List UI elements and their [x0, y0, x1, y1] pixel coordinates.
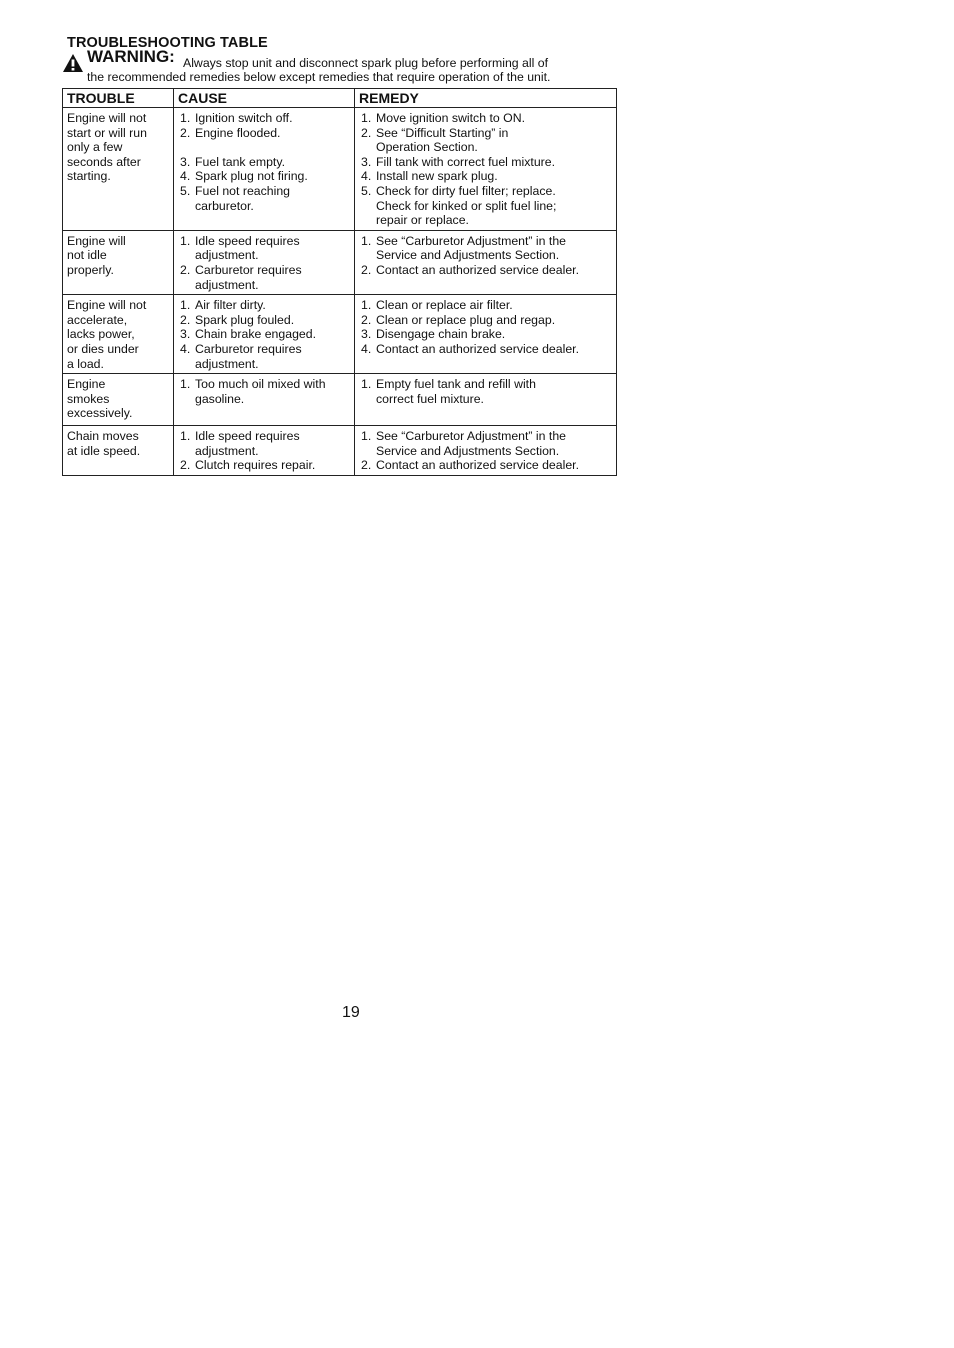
- troubleshooting-table: [62, 88, 617, 476]
- cause-item: [180, 342, 350, 371]
- item-line: Spark plug fouled.: [195, 312, 295, 327]
- trouble-line: starting.: [67, 169, 111, 184]
- item-number: 2.: [180, 312, 191, 327]
- trouble-line: a load.: [67, 356, 104, 371]
- item-line: adjustment.: [195, 356, 259, 371]
- item-line: Chain brake engaged.: [195, 327, 317, 342]
- remedy-cell: [355, 108, 617, 231]
- remedy-item: [361, 313, 612, 328]
- item-text: [195, 184, 350, 213]
- remedy-item: [361, 327, 612, 342]
- remedy-item: [361, 155, 612, 170]
- item-line: Service and Adjustments Section.: [376, 248, 560, 263]
- trouble-cell: [63, 374, 174, 426]
- remedy-cell: [355, 374, 617, 426]
- item-number: 1.: [180, 298, 191, 313]
- item-number: 3.: [361, 154, 372, 169]
- trouble-line: Chain moves: [67, 429, 139, 444]
- item-text: [376, 155, 612, 170]
- remedy-item: [361, 298, 612, 313]
- item-line: Move ignition switch to ON.: [376, 111, 525, 125]
- item-line: Check for kinked or split fuel line;: [376, 198, 557, 213]
- item-line: correct fuel mixture.: [376, 391, 484, 406]
- item-line: Carburetor requires: [195, 341, 302, 356]
- item-number: 4.: [361, 169, 372, 184]
- trouble-line: Engine will: [67, 233, 126, 248]
- remedy-item: [361, 184, 612, 228]
- remedy-item: [361, 377, 612, 406]
- item-text: [376, 234, 612, 263]
- item-number: 4.: [180, 341, 191, 356]
- item-text: [195, 429, 350, 458]
- item-line: Fuel tank empty.: [195, 154, 285, 169]
- item-line: adjustment.: [195, 248, 259, 263]
- warning-triangle-icon: [62, 53, 84, 73]
- cause-item: [180, 377, 350, 406]
- header-remedy: REMEDY: [355, 89, 617, 108]
- item-number: 1.: [180, 111, 191, 125]
- item-number: 2.: [180, 125, 191, 140]
- remedy-cell: [355, 426, 617, 476]
- item-text: [376, 126, 612, 155]
- item-text: [376, 377, 612, 406]
- warning-label: WARNING:: [87, 47, 175, 66]
- cause-cell: [174, 295, 355, 374]
- trouble-line: Engine: [67, 377, 106, 392]
- item-text: [195, 342, 350, 371]
- item-text: [376, 111, 612, 126]
- trouble-line: Engine will not: [67, 298, 147, 313]
- item-text: [376, 342, 612, 357]
- item-number: 1.: [361, 377, 372, 392]
- cause-cell: [174, 230, 355, 294]
- item-line: Air filter dirty.: [195, 298, 266, 313]
- trouble-line: accelerate,: [67, 312, 128, 327]
- trouble-line: lacks power,: [67, 327, 135, 342]
- item-line: Fill tank with correct fuel mixture.: [376, 154, 556, 169]
- item-line: Spark plug not firing.: [195, 169, 308, 184]
- item-line: Clean or replace plug and regap.: [376, 312, 556, 327]
- cause-cell: [174, 426, 355, 476]
- item-number: 1.: [361, 298, 372, 313]
- remedy-item: [361, 169, 612, 184]
- item-text: [195, 155, 350, 170]
- trouble-cell: [63, 108, 174, 231]
- item-line: Clutch requires repair.: [195, 458, 316, 473]
- item-number: 1.: [180, 233, 191, 248]
- trouble-line: at idle speed.: [67, 443, 141, 458]
- table-row: [63, 426, 617, 476]
- item-number: 5.: [361, 183, 372, 198]
- trouble-line: smokes: [67, 391, 110, 406]
- item-text: [376, 169, 612, 184]
- item-text: [195, 234, 350, 263]
- spacer: [180, 140, 350, 155]
- item-line: Clean or replace air filter.: [376, 298, 513, 313]
- item-text: [195, 377, 350, 406]
- remedy-item: [361, 342, 612, 357]
- cause-item: [180, 234, 350, 263]
- item-number: 2.: [361, 312, 372, 327]
- item-line: Disengage chain brake.: [376, 327, 506, 342]
- item-number: 1.: [180, 429, 191, 444]
- trouble-line: start or will run: [67, 125, 147, 140]
- item-number: 1.: [361, 111, 372, 125]
- trouble-cell: [63, 295, 174, 374]
- table-row: [63, 230, 617, 294]
- trouble-cell: [63, 426, 174, 476]
- cause-item: [180, 155, 350, 170]
- cause-item: [180, 184, 350, 213]
- remedy-item: [361, 263, 612, 278]
- table-row: [63, 295, 617, 374]
- trouble-line: Engine will not: [67, 111, 147, 125]
- item-line: Engine flooded.: [195, 125, 281, 140]
- cause-item: [180, 126, 350, 141]
- trouble-line: excessively.: [67, 406, 133, 421]
- item-text: [195, 313, 350, 328]
- item-line: Contact an authorized service dealer.: [376, 341, 580, 356]
- remedy-item: [361, 234, 612, 263]
- item-text: [376, 263, 612, 278]
- item-text: [195, 327, 350, 342]
- item-line: Check for dirty fuel filter; replace.: [376, 183, 556, 198]
- remedy-item: [361, 111, 612, 126]
- item-text: [376, 458, 612, 473]
- cause-item: [180, 458, 350, 473]
- item-line: Carburetor requires: [195, 262, 302, 277]
- item-line: adjustment.: [195, 443, 259, 458]
- cause-item: [180, 111, 350, 126]
- item-line: Service and Adjustments Section.: [376, 443, 560, 458]
- cause-cell: [174, 374, 355, 426]
- item-text: [195, 126, 350, 141]
- item-number: 2.: [361, 458, 372, 473]
- header-trouble: TROUBLE: [63, 89, 174, 108]
- item-line: Idle speed requires: [195, 233, 300, 248]
- item-line: See “Carburetor Adjustment” in the: [376, 233, 567, 248]
- item-line: Contact an authorized service dealer.: [376, 458, 580, 473]
- cause-item: [180, 169, 350, 184]
- page-title: TROUBLESHOOTING TABLE: [67, 35, 268, 51]
- remedy-cell: [355, 295, 617, 374]
- trouble-line: or dies under: [67, 341, 139, 356]
- item-text: [376, 184, 612, 228]
- item-text: [195, 111, 350, 126]
- trouble-line: properly.: [67, 262, 114, 277]
- item-text: [376, 429, 612, 458]
- item-line: Ignition switch off.: [195, 111, 293, 125]
- page-number: 19: [342, 1004, 360, 1021]
- remedy-cell: [355, 230, 617, 294]
- remedy-item: [361, 126, 612, 155]
- table-row: [63, 374, 617, 426]
- item-number: 3.: [180, 154, 191, 169]
- trouble-cell: [63, 230, 174, 294]
- cause-item: [180, 327, 350, 342]
- item-text: [195, 169, 350, 184]
- item-line: carburetor.: [195, 198, 254, 213]
- item-number: 1.: [361, 429, 372, 444]
- table-row: [63, 108, 617, 231]
- cause-item: [180, 298, 350, 313]
- trouble-line: seconds after: [67, 154, 141, 169]
- item-line: Contact an authorized service dealer.: [376, 262, 580, 277]
- item-line: Idle speed requires: [195, 429, 300, 444]
- item-number: 4.: [361, 341, 372, 356]
- remedy-item: [361, 458, 612, 473]
- table-header-row: [63, 89, 617, 108]
- item-line: Operation Section.: [376, 140, 478, 155]
- item-text: [195, 458, 350, 473]
- warning-text-line1: Always stop unit and disconnect spark plug before performing all of: [183, 56, 549, 70]
- item-line: repair or replace.: [376, 213, 469, 228]
- item-number: 4.: [180, 169, 191, 184]
- item-line: adjustment.: [195, 277, 259, 292]
- warning-text-line2: the recommended remedies below except remedies that require operation of the unit.: [87, 70, 551, 84]
- item-line: Empty fuel tank and refill with: [376, 377, 536, 392]
- item-text: [376, 298, 612, 313]
- item-number: 2.: [361, 262, 372, 277]
- cause-item: [180, 313, 350, 328]
- cause-item: [180, 429, 350, 458]
- item-number: 1.: [180, 377, 191, 392]
- item-number: 1.: [361, 233, 372, 248]
- item-line: Too much oil mixed with: [195, 377, 326, 392]
- header-cause: CAUSE: [174, 89, 355, 108]
- item-line: See “Carburetor Adjustment” in the: [376, 429, 567, 444]
- item-line: See “Difficult Starting” in: [376, 125, 509, 140]
- item-line: Install new spark plug.: [376, 169, 498, 184]
- trouble-line: not idle: [67, 248, 107, 263]
- item-number: 5.: [180, 183, 191, 198]
- item-number: 3.: [361, 327, 372, 342]
- item-text: [195, 263, 350, 292]
- remedy-item: [361, 429, 612, 458]
- item-line: gasoline.: [195, 391, 245, 406]
- item-text: [195, 298, 350, 313]
- item-text: [376, 313, 612, 328]
- item-number: 2.: [180, 262, 191, 277]
- item-number: 3.: [180, 327, 191, 342]
- cause-cell: [174, 108, 355, 231]
- cause-item: [180, 263, 350, 292]
- item-number: 2.: [361, 125, 372, 140]
- item-number: 2.: [180, 458, 191, 473]
- item-line: Fuel not reaching: [195, 183, 291, 198]
- item-text: [376, 327, 612, 342]
- trouble-line: only a few: [67, 140, 123, 155]
